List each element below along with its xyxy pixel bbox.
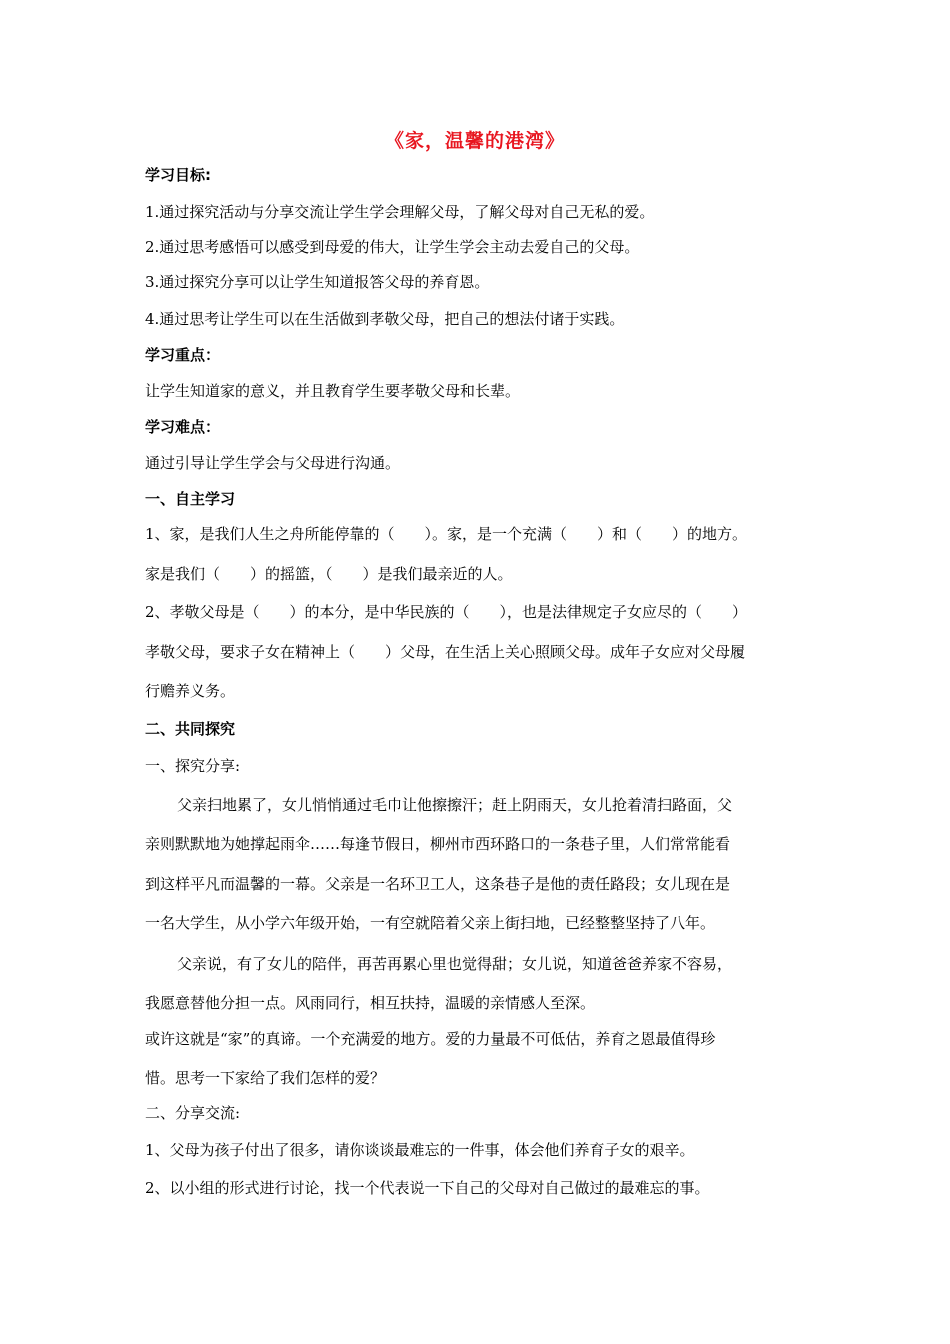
difficult-points-heading: 学习难点： xyxy=(145,418,221,436)
exchange-item: 1、父母为孩子付出了很多，请你谈谈最难忘的一件事，体会他们养育子女的艰辛。 xyxy=(145,1141,695,1159)
reflection-line: 惜。思考一下家给了我们怎样的爱？ xyxy=(145,1069,386,1087)
key-points-text: 让学生知道家的意义，并且教育学生要孝敬父母和长辈。 xyxy=(145,382,521,400)
difficult-points-text: 通过引导让学生学会与父母进行沟通。 xyxy=(145,454,401,472)
story-line: 一名大学生，从小学六年级开始，一有空就陪着父亲上街扫地，已经整整坚持了八年。 xyxy=(145,914,716,932)
objective-item: 2.通过思考感悟可以感受到母爱的伟大，让学生学会主动去爱自己的父母。 xyxy=(145,238,640,256)
exchange-item: 2、以小组的形式进行讨论，找一个代表说一下自己的父母对自己做过的最难忘的事。 xyxy=(145,1179,710,1197)
section2-heading: 二、共同探究 xyxy=(145,720,236,738)
section1-line: 孝敬父母，要求子女在精神上（ ）父母，在生活上关心照顾父母。成年子女应对父母履 xyxy=(145,643,746,661)
key-points-heading: 学习重点： xyxy=(145,346,221,364)
section1-line: 行赡养义务。 xyxy=(145,682,236,700)
story-line: 到这样平凡而温馨的一幕。父亲是一名环卫工人，这条巷子是他的责任路段；女儿现在是 xyxy=(145,875,731,893)
objective-item: 1.通过探究活动与分享交流让学生学会理解父母，了解父母对自己无私的爱。 xyxy=(145,203,655,221)
story-line: 父亲扫地累了，女儿悄悄通过毛巾让他擦擦汗；赶上阴雨天，女儿抢着清扫路面，父 xyxy=(177,796,733,814)
reflection-line: 或许这就是“家”的真谛。一个充满爱的地方。爱的力量最不可低估，养育之恩最值得珍 xyxy=(145,1030,716,1048)
objective-item: 4.通过思考让学生可以在生活做到孝敬父母，把自己的想法付诸于实践。 xyxy=(145,310,625,328)
section1-heading: 一、自主学习 xyxy=(145,490,236,508)
section2-sub-heading: 一、探究分享: xyxy=(145,757,241,775)
story-line: 父亲说，有了女儿的陪伴，再苦再累心里也觉得甜；女儿说，知道爸爸养家不容易， xyxy=(177,955,733,973)
story-line: 我愿意替他分担一点。风雨同行，相互扶持，温暖的亲情感人至深。 xyxy=(145,994,596,1012)
document-title: 《家，温馨的港湾》 xyxy=(384,130,565,152)
objective-item: 3.通过探究分享可以让学生知道报答父母的养育恩。 xyxy=(145,273,490,291)
section1-line: 家是我们（ ）的摇篮，（ ）是我们最亲近的人。 xyxy=(145,565,513,583)
section1-line: 2、孝敬父母是（ ）的本分，是中华民族的（ ），也是法律规定子女应尽的（ ） xyxy=(145,603,748,621)
section1-line: 1、家，是我们人生之舟所能停靠的（ ）。家，是一个充满（ ）和（ ）的地方。 xyxy=(145,525,748,543)
story-line: 亲则默默地为她撑起雨伞……每逢节假日，柳州市西环路口的一条巷子里，人们常常能看 xyxy=(145,835,731,853)
section2-sub-heading: 二、分享交流: xyxy=(145,1104,241,1122)
objectives-heading: 学习目标: xyxy=(145,166,211,184)
